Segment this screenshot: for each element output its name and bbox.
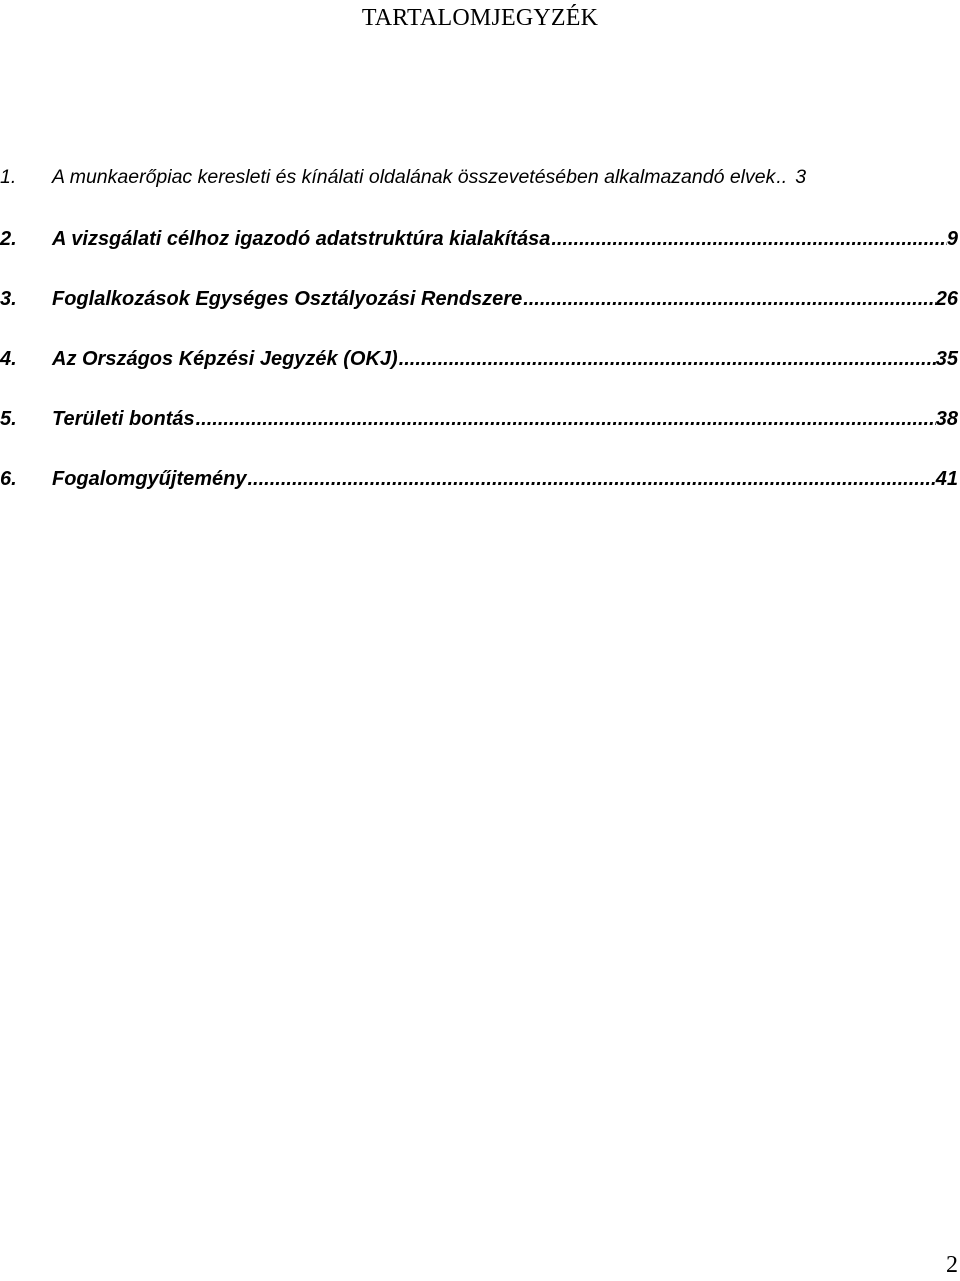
document-title: TARTALOMJEGYZÉK	[361, 5, 599, 31]
toc-entry-number: 4.	[0, 348, 17, 370]
toc-entry-number: 5.	[0, 408, 17, 430]
toc-dot-leader	[522, 286, 936, 312]
toc-entry-page: 35	[935, 348, 958, 370]
table-of-contents	[0, 164, 960, 526]
toc-dot-leader	[195, 406, 936, 432]
toc-dot-leader	[398, 346, 936, 372]
toc-entry[interactable]	[0, 164, 960, 226]
toc-dot-leader	[775, 164, 795, 190]
toc-entry-number: 3.	[0, 288, 17, 310]
toc-entry-title: Területi bontás	[52, 408, 195, 430]
toc-entry-title: Fogalomgyűjtemény	[52, 468, 247, 490]
toc-dot-leader	[246, 466, 935, 492]
toc-entry[interactable]	[0, 466, 960, 526]
toc-entry-number: 6.	[0, 468, 17, 490]
toc-entry-title: A vizsgálati célhoz igazodó adatstruktúra kialakítása	[52, 228, 551, 250]
toc-entry-page: 9	[946, 228, 958, 250]
toc-entry-number: 1.	[0, 166, 17, 188]
toc-entry-number: 2.	[0, 228, 17, 250]
toc-entry[interactable]	[0, 346, 960, 406]
page-number: 2	[946, 1252, 958, 1278]
toc-entry[interactable]	[0, 226, 960, 286]
toc-entry-page: 3	[795, 166, 807, 188]
toc-entry-page: 38	[935, 408, 958, 430]
toc-entry-title: Az Országos Képzési Jegyzék (OKJ)	[52, 348, 398, 370]
toc-entry-title: A munkaerőpiac keresleti és kínálati oldalának összevetésében alkalmazandó elvek	[52, 166, 776, 188]
toc-entry[interactable]	[0, 406, 960, 466]
toc-entry-title: Foglalkozások Egységes Osztályozási Rendszere	[52, 288, 523, 310]
toc-entry-page: 26	[935, 288, 958, 310]
toc-entry[interactable]	[0, 286, 960, 346]
toc-dot-leader	[550, 226, 947, 252]
toc-entry-page: 41	[935, 468, 958, 490]
